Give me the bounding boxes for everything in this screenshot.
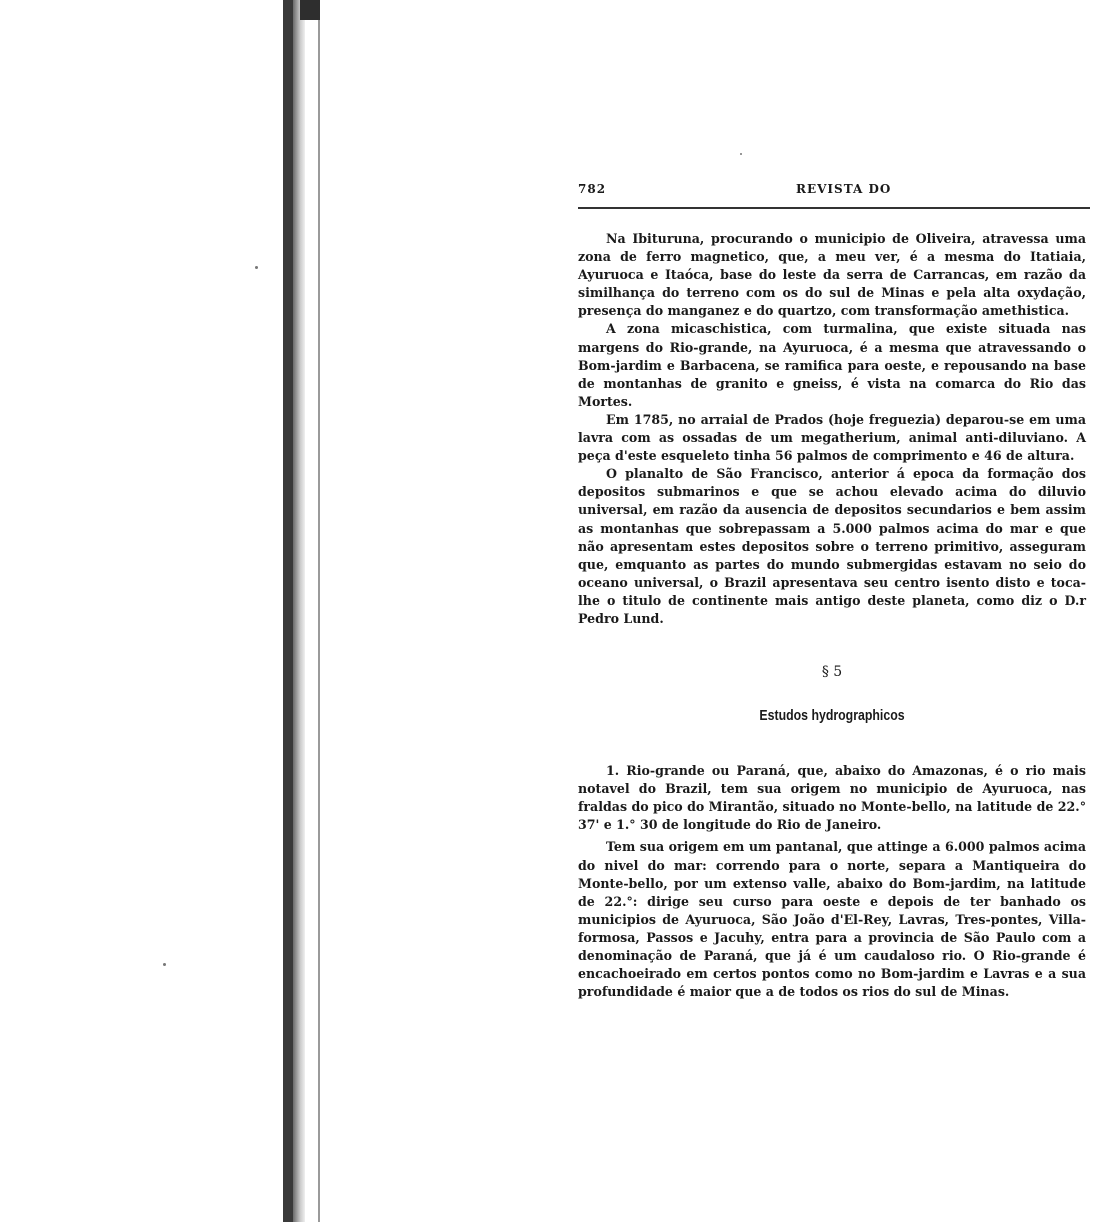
section-title: Estudos hydrographicos — [759, 708, 905, 725]
book-gutter — [283, 0, 293, 1222]
book-gutter-shadow — [293, 0, 305, 1222]
paragraph: O planalto de São Francisco, anterior á epoca da formação dos depositos submarinos e que se achou elevado acima do diluvio universal, em razão da ausencia de depositos secundarios e bem assim as montanhas que sobrepassam a 5.000 palmos acima do mar e que não apresentam estes depositos sobre o terreno primitivo, asseguram que, emquanto as partes do mundo submergidas estavam no seio do oceano universal, o Brazil apresentava seu centro isento disto e toca-lhe o titulo de continente mais antigo deste planeta, como diz o D.r Pedro Lund. — [578, 466, 1086, 626]
page-body — [578, 230, 1086, 1001]
section-number: § 5 — [821, 664, 843, 681]
blank-left-page — [0, 0, 282, 1222]
gutter-top-shadow — [300, 0, 320, 20]
page-edge-line — [318, 0, 320, 1222]
book-page — [578, 180, 1086, 1000]
running-title: REVISTA DO — [796, 182, 892, 196]
paper-speck — [740, 153, 742, 155]
paragraph: A zona micaschistica, com turmalina, que existe situada nas margens do Rio-grande, na Ayuruoca, é a mesma que atravessando o Bom-jardim e Barbacena, se ramifica para oeste, e repousando na base de montanhas de granito e gneiss, é vista na comarca do Rio das Mortes. — [578, 321, 1086, 409]
header-rule — [578, 207, 1090, 209]
paper-speck — [255, 266, 258, 269]
page-number: 782 — [578, 182, 607, 196]
paper-speck — [163, 963, 166, 966]
running-header — [578, 180, 1086, 202]
paragraph: Em 1785, no arraial de Prados (hoje freguezia) deparou-se em uma lavra com as ossadas de um megatherium, animal anti-diluviano. A peça d'este esqueleto tinha 56 palmos de comprimento e 46 de altura. — [578, 411, 1086, 464]
paragraph: 1. Rio-grande ou Paraná, que, abaixo do Amazonas, é o rio mais notavel do Brazil, tem sua origem no municipio de Ayuruoca, nas fraldas do pico do Mirantão, situado no Monte-bello, na latitude de 22.° 37' e 1.° 30 de longitude do Rio de Janeiro. — [578, 763, 1086, 833]
paragraph: Na Ibituruna, procurando o municipio de Oliveira, atravessa uma zona de ferro magnetico, que, a meu ver, é a mesma do Itatiaia, Ayuruoca e Itaóca, base do leste da serra de Carrancas, em razão da similhança do terreno com os do sul de Minas e pela alta oxydação, presença do manganez e do quartzo, com transformação amethistica. — [578, 231, 1086, 319]
paragraph: Tem sua origem em um pantanal, que attinge a 6.000 palmos acima do nivel do mar: correndo para o norte, separa a Mantiqueira do Monte-bello, por um extenso valle, abaixo do Bom-jardim, na latitude de 22.°: dirige seu curso para oeste e depois de ter banhado os municipios de Ayuruoca, São João d'El-Rey, Lavras, Tres-pontes, Villa-formosa, Passos e Jacuhy, entra para a provincia de São Paulo com a denominação de Paraná, que já é um caudaloso rio. O Rio-grande é encachoeirado em certos pontos como no Bom-jardim e Lavras e a sua profundidade é maior que a de todos os rios do sul de Minas. — [578, 839, 1086, 1000]
